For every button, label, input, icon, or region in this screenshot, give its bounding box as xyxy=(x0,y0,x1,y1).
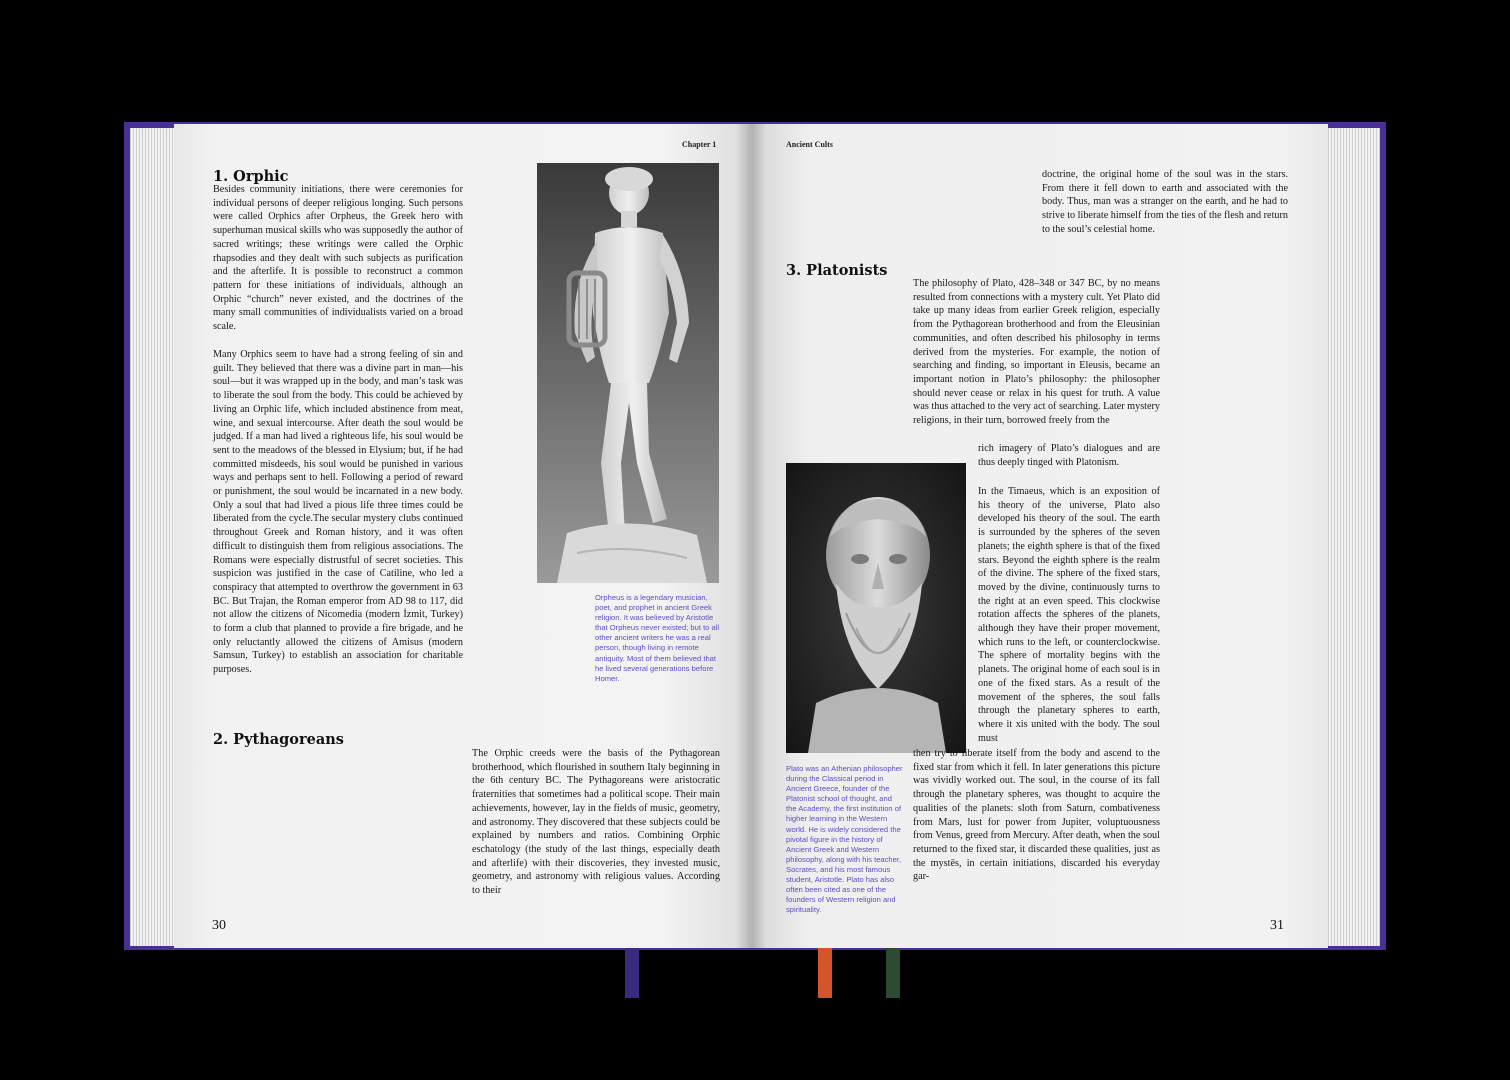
platonists-paragraph-1: The philosophy of Plato, 428–348 or 347 BC, by no means resulted from connections with a mystery cult. Yet Plato did take up many ideas from earlier Greek religion, especially from the Pythagorean brotherhood and from the Eleusinian communities, and often described his philosophy in terms derived from the mysteries. For example, the notion of searching and finding, so important in Eleusis, became an important notion in Plato’s philosophy: the philosopher should never cease or relax in his quest for truth. A value was thus attached to the very act of searching. Later mystery religions, in their turn, borrowed freely from the xyxy=(913,278,1160,427)
running-head-right: Ancient Cults xyxy=(786,140,833,149)
bookmark-ribbon-purple[interactable] xyxy=(625,946,639,998)
page-number-right: 31 xyxy=(1270,918,1284,933)
section-heading-pythagoreans: 2. Pythagoreans xyxy=(213,731,344,748)
right-page xyxy=(752,124,1328,948)
plato-caption: Plato was an Athenian philosopher during the Classical period in Ancient Greece, founder of the Platonist school of thought, and the Academy, the first institution of higher learning in the Western world. He is widely considered the pivotal figure in the history of Ancient Greek and Western philosophy, along with his teacher, Socrates, and his most famous student, Aristotle. Plato has also often been cited as one of the founders of Western religion and spirituality. xyxy=(786,764,903,915)
section-heading-orphic: 1. Orphic xyxy=(213,168,289,185)
plato-bust-image xyxy=(786,463,966,753)
platonists-paragraph-1-end: rich imagery of Plato’s dialogues and are thus deeply tinged with Platonism. xyxy=(978,443,1160,468)
orpheus-caption: Orpheus is a legendary musician, poet, and prophet in ancient Greek religion. It was believed by Aristotle that Orpheus never existed; but to all other ancient writers he was a real person, though living in remote antiquity. Most of them believed that he lived several generations before Homer. xyxy=(595,593,720,683)
page-edges-left xyxy=(130,128,178,946)
book-spine-shadow xyxy=(736,124,766,948)
section-heading-platonists: 3. Platonists xyxy=(786,262,888,279)
page-edges-right xyxy=(1328,128,1380,946)
left-page xyxy=(174,124,752,948)
pythagoreans-paragraph: The Orphic creeds were the basis of the Pythagorean brotherhood, which flourished in southern Italy beginning in the 6th century BC. The Pythagoreans were aristocratic fraternities that sometimes had a political scope. Their main achievements, however, lay in the fields of music, geometry, and astronomy. They discovered that these subjects could be explained by numbers and ratios. Combining Orphic eschatology (the study of the last things, especially death and afterlife) with their discoveries, they invested music, geometry, and astronomy with religious values. According to their xyxy=(472,748,720,897)
orphic-paragraph-1: Besides community initiations, there were ceremonies for individual persons of deeper religious longing. Such persons were called Orphics after Orpheus, the Greek hero with superhuman musical skills who was supposedly the author of sacred writings; these writings were called the Orphic rhapsodies and they dealt with such subjects as purification and the afterlife. It is possible to reconstruct a common pattern for these initiations of individuals, although an Orphic “church” never existed, and the doctrines of the many small communities of individualists varied on a broad scale. xyxy=(213,184,463,333)
continuation-paragraph: doctrine, the original home of the soul was in the stars. From there it fell down to earth and associated with the body. Thus, man was a stranger on the earth, and he had to strive to liberate himself from the ties of the flesh and return to the soul’s celestial home. xyxy=(1042,169,1288,235)
platonists-paragraph-2: In the Timaeus, which is an exposition of his theory of the universe, Plato also developed his theory of the soul. The earth is surrounded by the spheres of the seven planets; the eighth sphere is that of the fixed stars. Beyond the eighth sphere is the realm of the divine. The sphere of the fixed stars, moved by the divine, continuously turns to the right at an even speed. This clockwise rotation affects the spheres of the planets, although they have their proper movement, which runs to the left, or counterclockwise. The sphere of mortality begins with the planets. The original home of each soul is in one of the fixed stars. As a result of the movement of the spheres, the soul falls through the planetary spheres to earth, where it xis united with the body. The soul must xyxy=(978,486,1160,744)
bookmark-ribbon-orange[interactable] xyxy=(818,946,832,998)
page-number-left: 30 xyxy=(212,918,226,933)
platonists-paragraph-2-end: then try to liberate itself from the body and ascend to the fixed star from which it fell. In later generations this picture was vividly worked out. The soul, in the course of its fall through the planetary spheres, was thought to acquire the qualities of the planets: sloth from Saturn, combativeness from Mars, lust for power from Jupiter, voluptuousness from Venus, greed from Mercury. After death, when the soul returned to the fixed star, it discarded these qualities, just as the mystēs, in certain initiations, discarded his everyday gar- xyxy=(913,748,1160,883)
bookmark-ribbon-green[interactable] xyxy=(886,946,900,998)
orpheus-statue-image xyxy=(537,163,719,583)
orphic-paragraph-2: Many Orphics seem to have had a strong feeling of sin and guilt. They believed that there was a divine part in man—his soul—but it was wrapped up in the body, and man’s task was to liberate the soul from the body. This could be achieved by living an Orphic life, which included abstinence from meat, wine, and sexual intercourse. After death the soul would be judged. If a man had lived a righteous life, his soul would be sent to the meadows of the blessed in Elysium; but, if he had committed misdeeds, his soul would be punished in various ways and perhaps sent to hell. Following a period of reward or punishment, the soul would be incarnated in a new body. Only a soul that had lived a pious life three times could be liberated from the cycle.The secular mystery clubs continued throughout Greek and Roman history, and it was often difficult to distinguish them from religious associations. The Romans were especially distrustful of secret societies. This suspicion was justified in the case of Catiline, who led a conspiracy that attempted to overthrow the government in 63 BC. But Trajan, the Roman emperor from AD 98 to 117, did not allow the citizens of Nicomedia (modern İzmit, Turkey) to form a club that planned to provide a fire brigade, and he only reluctantly allowed the citizens of Amisus (modern Samsun, Turkey) to establish an association for charitable purposes. xyxy=(213,349,463,676)
running-head-left: Chapter 1 xyxy=(682,140,717,149)
